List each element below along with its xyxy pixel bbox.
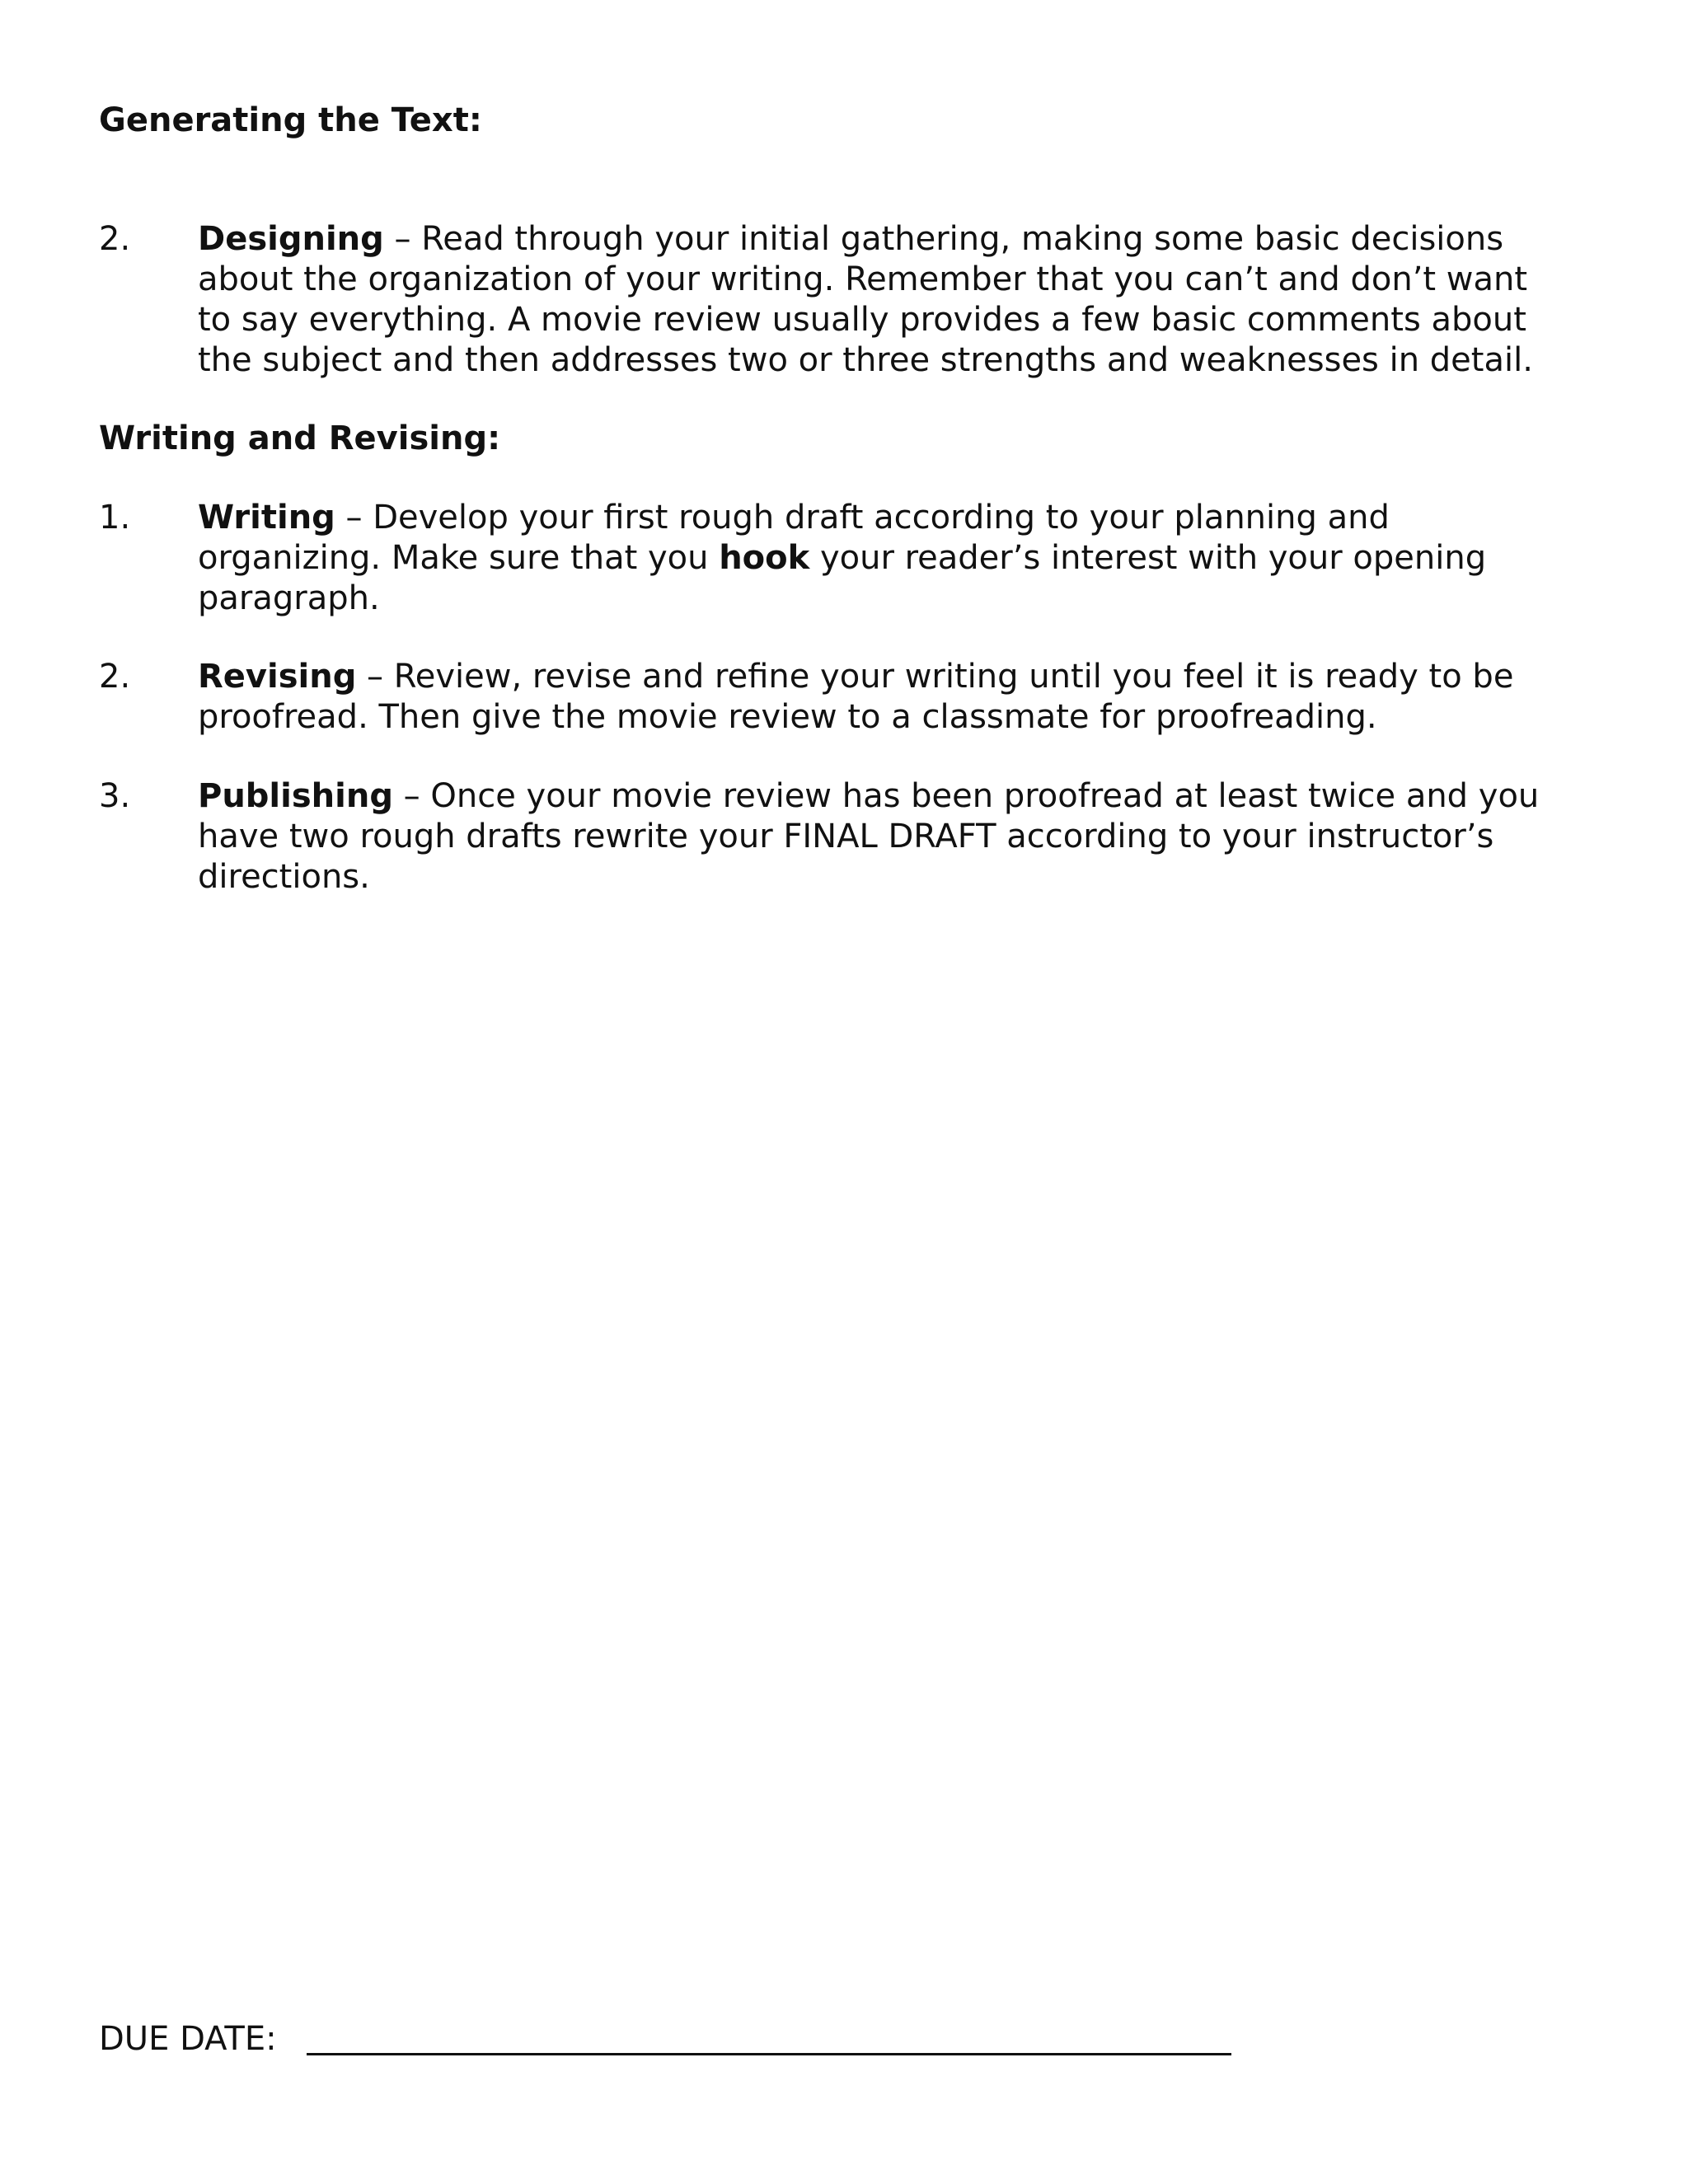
item-number: 2. [99, 658, 131, 696]
item-text: – Once your movie review has been proofread at least twice and you have two rough drafts rewrite your FINAL DRAFT according to your instructor’s directions. [198, 777, 1540, 896]
item-text: – Develop your first rough draft according to your planning and organizing. Make sure that you [198, 499, 1390, 577]
item-term: Designing [198, 220, 384, 258]
item-emphasis: hook [719, 539, 810, 577]
due-date-line [307, 2053, 1231, 2055]
item-body [198, 498, 1566, 619]
item-text: – Read through your initial gathering, making some basic decisions about the organization of your writing. Remember that you can’t and don’t want to say everything. A movie review usually provides a few basic comments about the subject and then addresses two or three strengths and weaknesses in detail. [198, 220, 1533, 379]
item-number: 1. [99, 499, 131, 537]
due-date-label: DUE DATE: [99, 2020, 277, 2058]
item-term: Writing [198, 499, 335, 537]
item-text-end: your reader’s interest with your opening paragraph. [198, 539, 1487, 617]
item-body [198, 776, 1566, 898]
item-number: 3. [99, 777, 131, 815]
item-text: – Review, revise and refine your writing until you feel it is ready to be proofread. Then give the movie review to a classmate for proofreading. [198, 658, 1514, 736]
item-term: Revising [198, 658, 357, 696]
item-body [198, 657, 1566, 738]
item-term: Publishing [198, 777, 393, 815]
section-heading-generating: Generating the Text: [99, 101, 482, 139]
item-number: 2. [99, 220, 131, 258]
section-heading-writing: Writing and Revising: [99, 419, 501, 457]
item-body [198, 219, 1566, 381]
